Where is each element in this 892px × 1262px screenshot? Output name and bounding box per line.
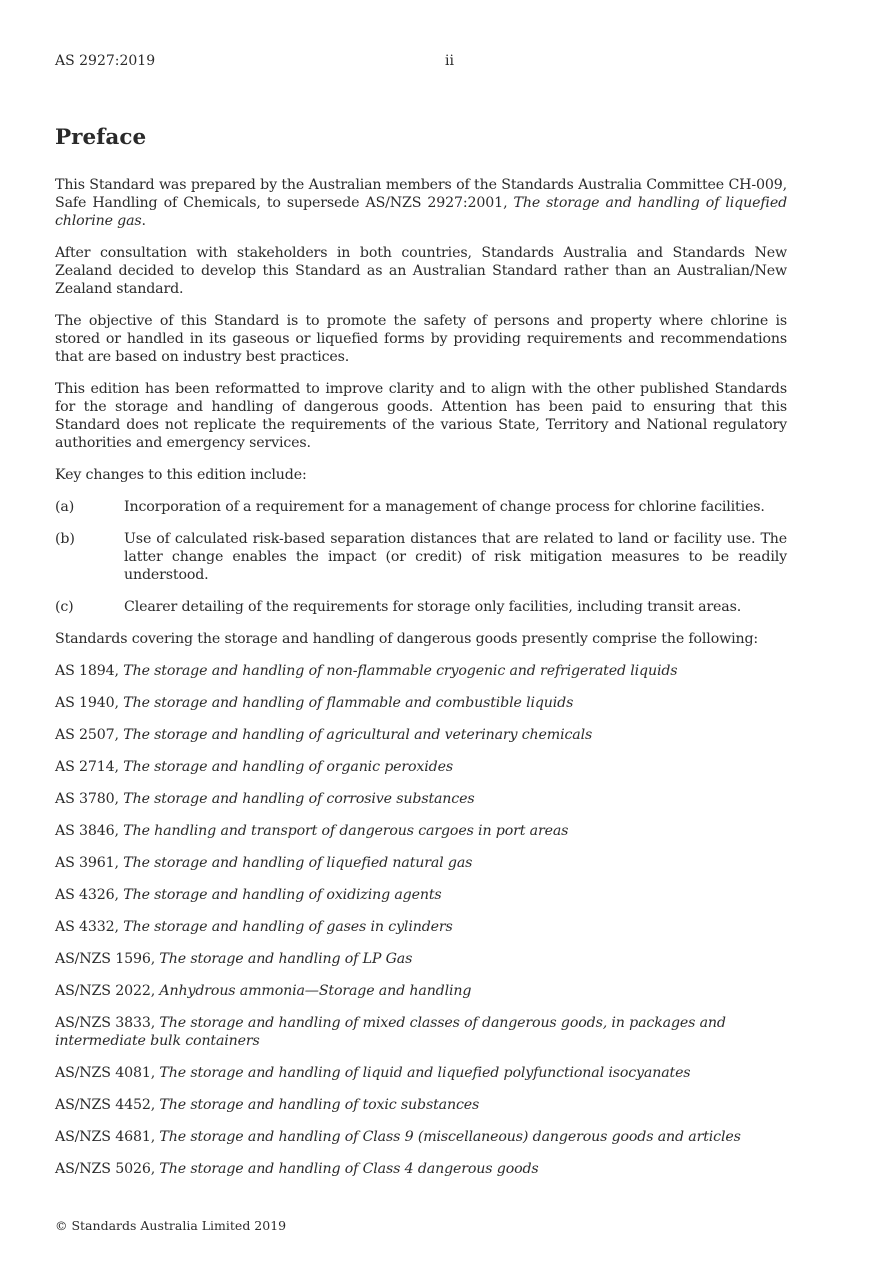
standard-reference	[55, 1064, 787, 1082]
standard-reference	[55, 982, 787, 1000]
list-item	[55, 598, 787, 616]
standard-reference	[55, 726, 787, 744]
standards-intro: Standards covering the storage and handling of dangerous goods presently comprise the following:	[55, 631, 759, 647]
standard-title: The storage and handling of agricultural and veterinary chemicals	[123, 727, 593, 743]
superseded-standard-title: The storage and handling of liquefied chlorine gas	[55, 195, 787, 229]
standard-code: AS 1940,	[55, 695, 124, 711]
standard-reference	[55, 1014, 787, 1050]
document-id: AS 2927:2019	[55, 53, 156, 69]
standard-title: The storage and handling of toxic substances	[159, 1097, 480, 1113]
standard-title: The storage and handling of corrosive substances	[123, 791, 475, 807]
standard-title: The storage and handling of liquid and liquefied polyfunctional isocyanates	[159, 1065, 691, 1081]
standard-title: The storage and handling of liquefied natural gas	[123, 855, 473, 871]
standard-title: Anhydrous ammonia—Storage and handling	[159, 983, 472, 999]
standard-code: AS/NZS 1596,	[55, 951, 160, 967]
standard-code: AS/NZS 3833,	[55, 1015, 160, 1031]
standard-title: The storage and handling of flammable and combustible liquids	[123, 695, 574, 711]
list-marker: (c)	[55, 599, 74, 615]
standard-code: AS/NZS 2022,	[55, 983, 160, 999]
section-heading: Preface	[55, 125, 147, 150]
standard-title: The storage and handling of Class 9 (miscellaneous) dangerous goods and articles	[159, 1129, 741, 1145]
standard-title: The storage and handling of organic peroxides	[123, 759, 453, 775]
standard-title: The storage and handling of LP Gas	[159, 951, 413, 967]
standard-title: The handling and transport of dangerous cargoes in port areas	[123, 823, 569, 839]
standard-reference	[55, 1096, 787, 1114]
key-changes-list	[55, 498, 787, 616]
standard-reference	[55, 886, 787, 904]
list-marker: (a)	[55, 499, 75, 515]
standard-code: AS/NZS 4452,	[55, 1097, 160, 1113]
standard-title: The storage and handling of gases in cylinders	[123, 919, 453, 935]
standard-code: AS 2714,	[55, 759, 124, 775]
standard-title: The storage and handling of non-flammable cryogenic and refrigerated liquids	[123, 663, 678, 679]
preface-body	[55, 176, 787, 1192]
standard-reference	[55, 950, 787, 968]
key-changes-intro: Key changes to this edition include:	[55, 467, 307, 483]
standard-reference	[55, 1128, 787, 1146]
page-number: ii	[445, 53, 454, 69]
standard-code: AS/NZS 5026,	[55, 1161, 160, 1177]
standard-title: The storage and handling of oxidizing agents	[123, 887, 442, 903]
paragraph-text: This Standard was prepared by the Australian members of the Standards Australia Committee CH-009, Safe Handling of Chemicals, to supersede AS/NZS 2927:2001,	[55, 177, 787, 211]
list-item-text: Use of calculated risk-based separation distances that are related to land or facility use. The latter change enables the impact (or credit) of risk mitigation measures to be readily understood.	[124, 531, 787, 583]
paragraph-consultation: After consultation with stakeholders in both countries, Standards Australia and Standards New Zealand decided to develop this Standard as an Australian Standard rather than an Australian/New Zealand standard.	[55, 245, 787, 297]
standard-reference	[55, 790, 787, 808]
paragraph-end: .	[141, 213, 146, 229]
standard-code: AS 1894,	[55, 663, 124, 679]
list-item-text: Incorporation of a requirement for a management of change process for chlorine facilities.	[124, 499, 765, 515]
standard-reference	[55, 662, 787, 680]
standard-reference	[55, 822, 787, 840]
standard-code: AS/NZS 4081,	[55, 1065, 160, 1081]
standard-code: AS 4332,	[55, 919, 124, 935]
running-header	[55, 51, 787, 71]
standard-reference	[55, 694, 787, 712]
standard-code: AS 3961,	[55, 855, 124, 871]
standard-code: AS 3846,	[55, 823, 124, 839]
list-item	[55, 498, 787, 516]
standard-code: AS 2507,	[55, 727, 124, 743]
standards-list	[55, 662, 787, 1178]
standard-code: AS/NZS 4681,	[55, 1129, 160, 1145]
paragraph-committee	[55, 176, 787, 230]
standard-reference	[55, 1160, 787, 1178]
standard-code: AS 4326,	[55, 887, 124, 903]
standard-title: The storage and handling of mixed classes of dangerous goods, in packages and intermediate bulk containers	[55, 1015, 726, 1049]
standard-code: AS 3780,	[55, 791, 124, 807]
standard-title: The storage and handling of Class 4 dangerous goods	[159, 1161, 539, 1177]
standard-reference	[55, 758, 787, 776]
paragraph-objective: The objective of this Standard is to promote the safety of persons and property where chlorine is stored or handled in its gaseous or liquefied forms by providing requirements and recommendations that are based on industry best practices.	[55, 313, 787, 365]
standard-reference	[55, 918, 787, 936]
paragraph-reformatting: This edition has been reformatted to improve clarity and to align with the other published Standards for the storage and handling of dangerous goods. Attention has been paid to ensuring that this Standard does not replicate the requirements of the various State, Territory and National regulatory authorities and emergency services.	[55, 381, 787, 451]
standard-reference	[55, 854, 787, 872]
list-item	[55, 530, 787, 584]
list-marker: (b)	[55, 531, 75, 547]
copyright-footer: © Standards Australia Limited 2019	[55, 1218, 287, 1233]
list-item-text: Clearer detailing of the requirements for storage only facilities, including transit areas.	[124, 599, 742, 615]
